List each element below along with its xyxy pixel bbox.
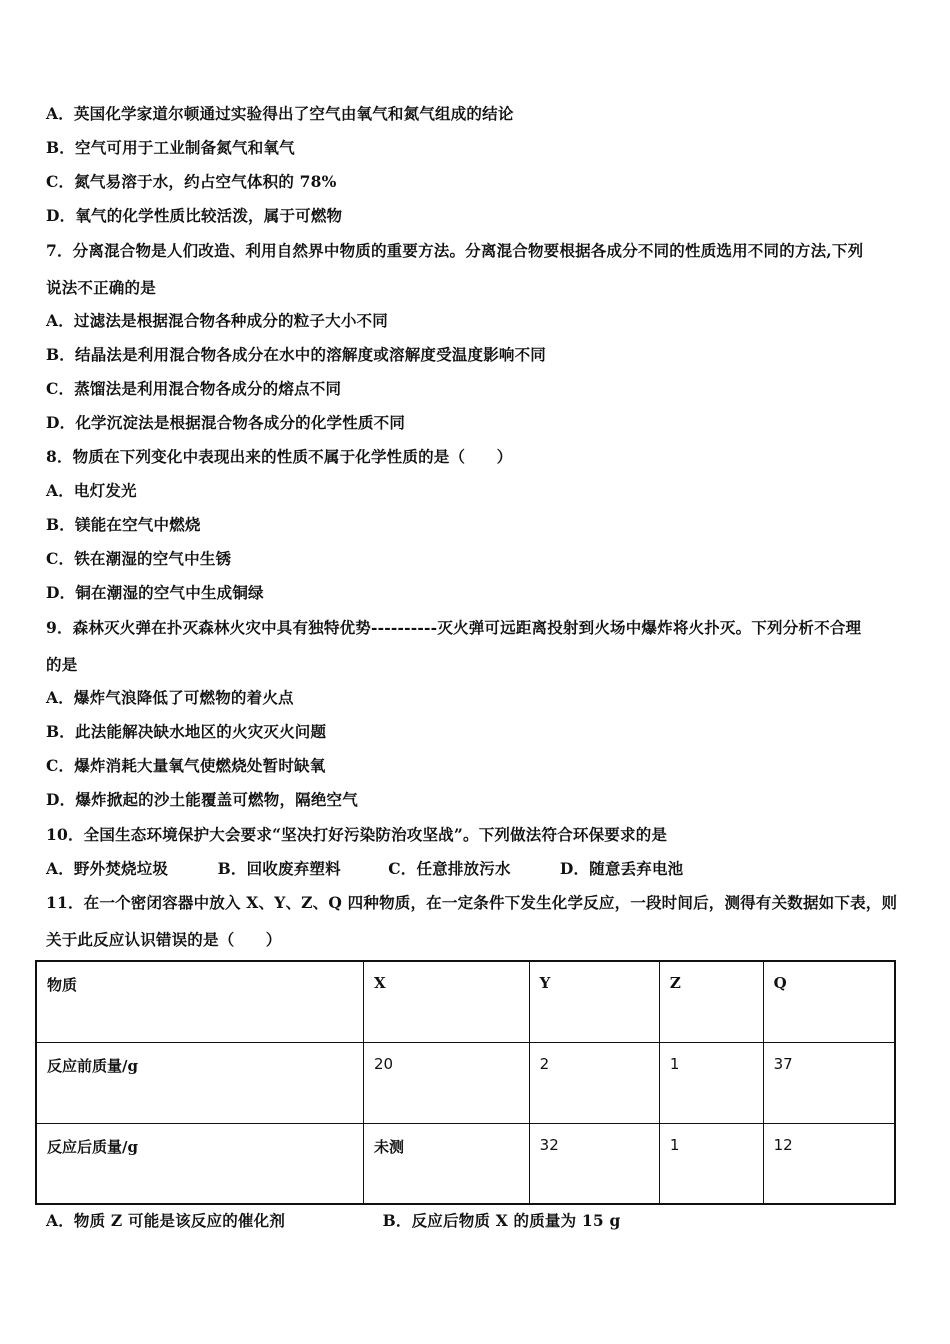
q8-option-a: A．电灯发光: [46, 481, 137, 500]
table-row: [36, 1123, 895, 1204]
q11-data-table: [35, 960, 896, 1205]
q8-option-c: C．铁在潮湿的空气中生锈: [46, 549, 232, 568]
q9-option-c: C．爆炸消耗大量氧气使燃烧处暂时缺氧: [46, 756, 326, 775]
q11-options: [46, 1209, 910, 1231]
table-cell: 1: [659, 1123, 763, 1204]
q6-option-a: A．英国化学家道尔顿通过实验得出了空气由氧气和氮气组成的结论: [46, 104, 514, 123]
table-cell: 32: [529, 1123, 659, 1204]
table-header-cell: 物质: [36, 961, 364, 1042]
table-cell: 37: [763, 1042, 895, 1123]
q11-stem-line1: 11．在一个密闭容器中放入 X、Y、Z、Q 四种物质，在一定条件下发生化学反应，一段时间后，测得有关数据如下表，则: [46, 893, 898, 912]
q9-option-d: D．爆炸掀起的沙土能覆盖可燃物，隔绝空气: [46, 790, 358, 809]
q10-option-b: B．回收废弃塑料: [217, 859, 341, 878]
q8-stem: 8．物质在下列变化中表现出来的性质不属于化学性质的是（ ）: [46, 447, 513, 466]
table-cell: 反应前质量/g: [36, 1042, 364, 1123]
table-cell: 1: [659, 1042, 763, 1123]
q6-option-c: C．氮气易溶于水，约占空气体积的 78%: [46, 172, 337, 191]
q11-option-a: A．物质 Z 可能是该反应的催化剂: [46, 1211, 286, 1230]
q10-option-d: D．随意丢弃电池: [559, 859, 684, 878]
q9-stem-line2: 的是: [46, 655, 78, 674]
q7-stem-line1: 7．分离混合物是人们改造、利用自然界中物质的重要方法。分离混合物要根据各成分不同的性质选用不同的方法,下列: [46, 241, 864, 260]
table-cell: 未测: [364, 1123, 530, 1204]
table-cell: 12: [763, 1123, 895, 1204]
q7-option-b: B．结晶法是利用混合物各成分在水中的溶解度或溶解度受温度影响不同: [46, 345, 547, 364]
q9-stem-line1: 9．森林灭火弹在扑灭森林火灾中具有独特优势----------灭火弹可远距离投射到火场中爆炸将火扑灭。下列分析不合理: [46, 618, 862, 637]
q9-option-a: A．爆炸气浪降低了可燃物的着火点: [46, 688, 294, 707]
q7-option-d: D．化学沉淀法是根据混合物各成分的化学性质不同: [46, 413, 406, 432]
table-row: [36, 1042, 895, 1123]
q6-option-d: D．氧气的化学性质比较活泼，属于可燃物: [46, 206, 343, 225]
q7-option-c: C．蒸馏法是利用混合物各成分的熔点不同: [46, 379, 342, 398]
q9-option-b: B．此法能解决缺水地区的火灾灭火问题: [46, 722, 327, 741]
table-header-row: [36, 961, 895, 1042]
q8-option-d: D．铜在潮湿的空气中生成铜绿: [46, 583, 264, 602]
table-header-cell: Z: [659, 961, 763, 1042]
q6-option-b: B．空气可用于工业制备氮气和氧气: [46, 138, 295, 157]
table-header-cell: X: [364, 961, 530, 1042]
q11-option-b: B．反应后物质 X 的质量为 15 g: [382, 1211, 621, 1230]
q7-stem-line2: 说法不正确的是: [46, 278, 156, 297]
table-header-cell: Y: [529, 961, 659, 1042]
q10-option-a: A．野外焚烧垃圾: [46, 859, 169, 878]
table-cell: 2: [529, 1042, 659, 1123]
q10-options: [46, 857, 910, 879]
q10-option-c: C．任意排放污水: [388, 859, 511, 878]
table-cell: 20: [364, 1042, 530, 1123]
table-header-cell: Q: [763, 961, 895, 1042]
q10-stem: 10．全国生态环境保护大会要求“坚决打好污染防治攻坚战”。下列做法符合环保要求的是: [46, 825, 668, 844]
q7-option-a: A．过滤法是根据混合物各种成分的粒子大小不同: [46, 311, 388, 330]
q8-option-b: B．镁能在空气中燃烧: [46, 515, 201, 534]
q11-stem-line2: 关于此反应认识错误的是（ ）: [46, 930, 282, 949]
table-cell: 反应后质量/g: [36, 1123, 364, 1204]
